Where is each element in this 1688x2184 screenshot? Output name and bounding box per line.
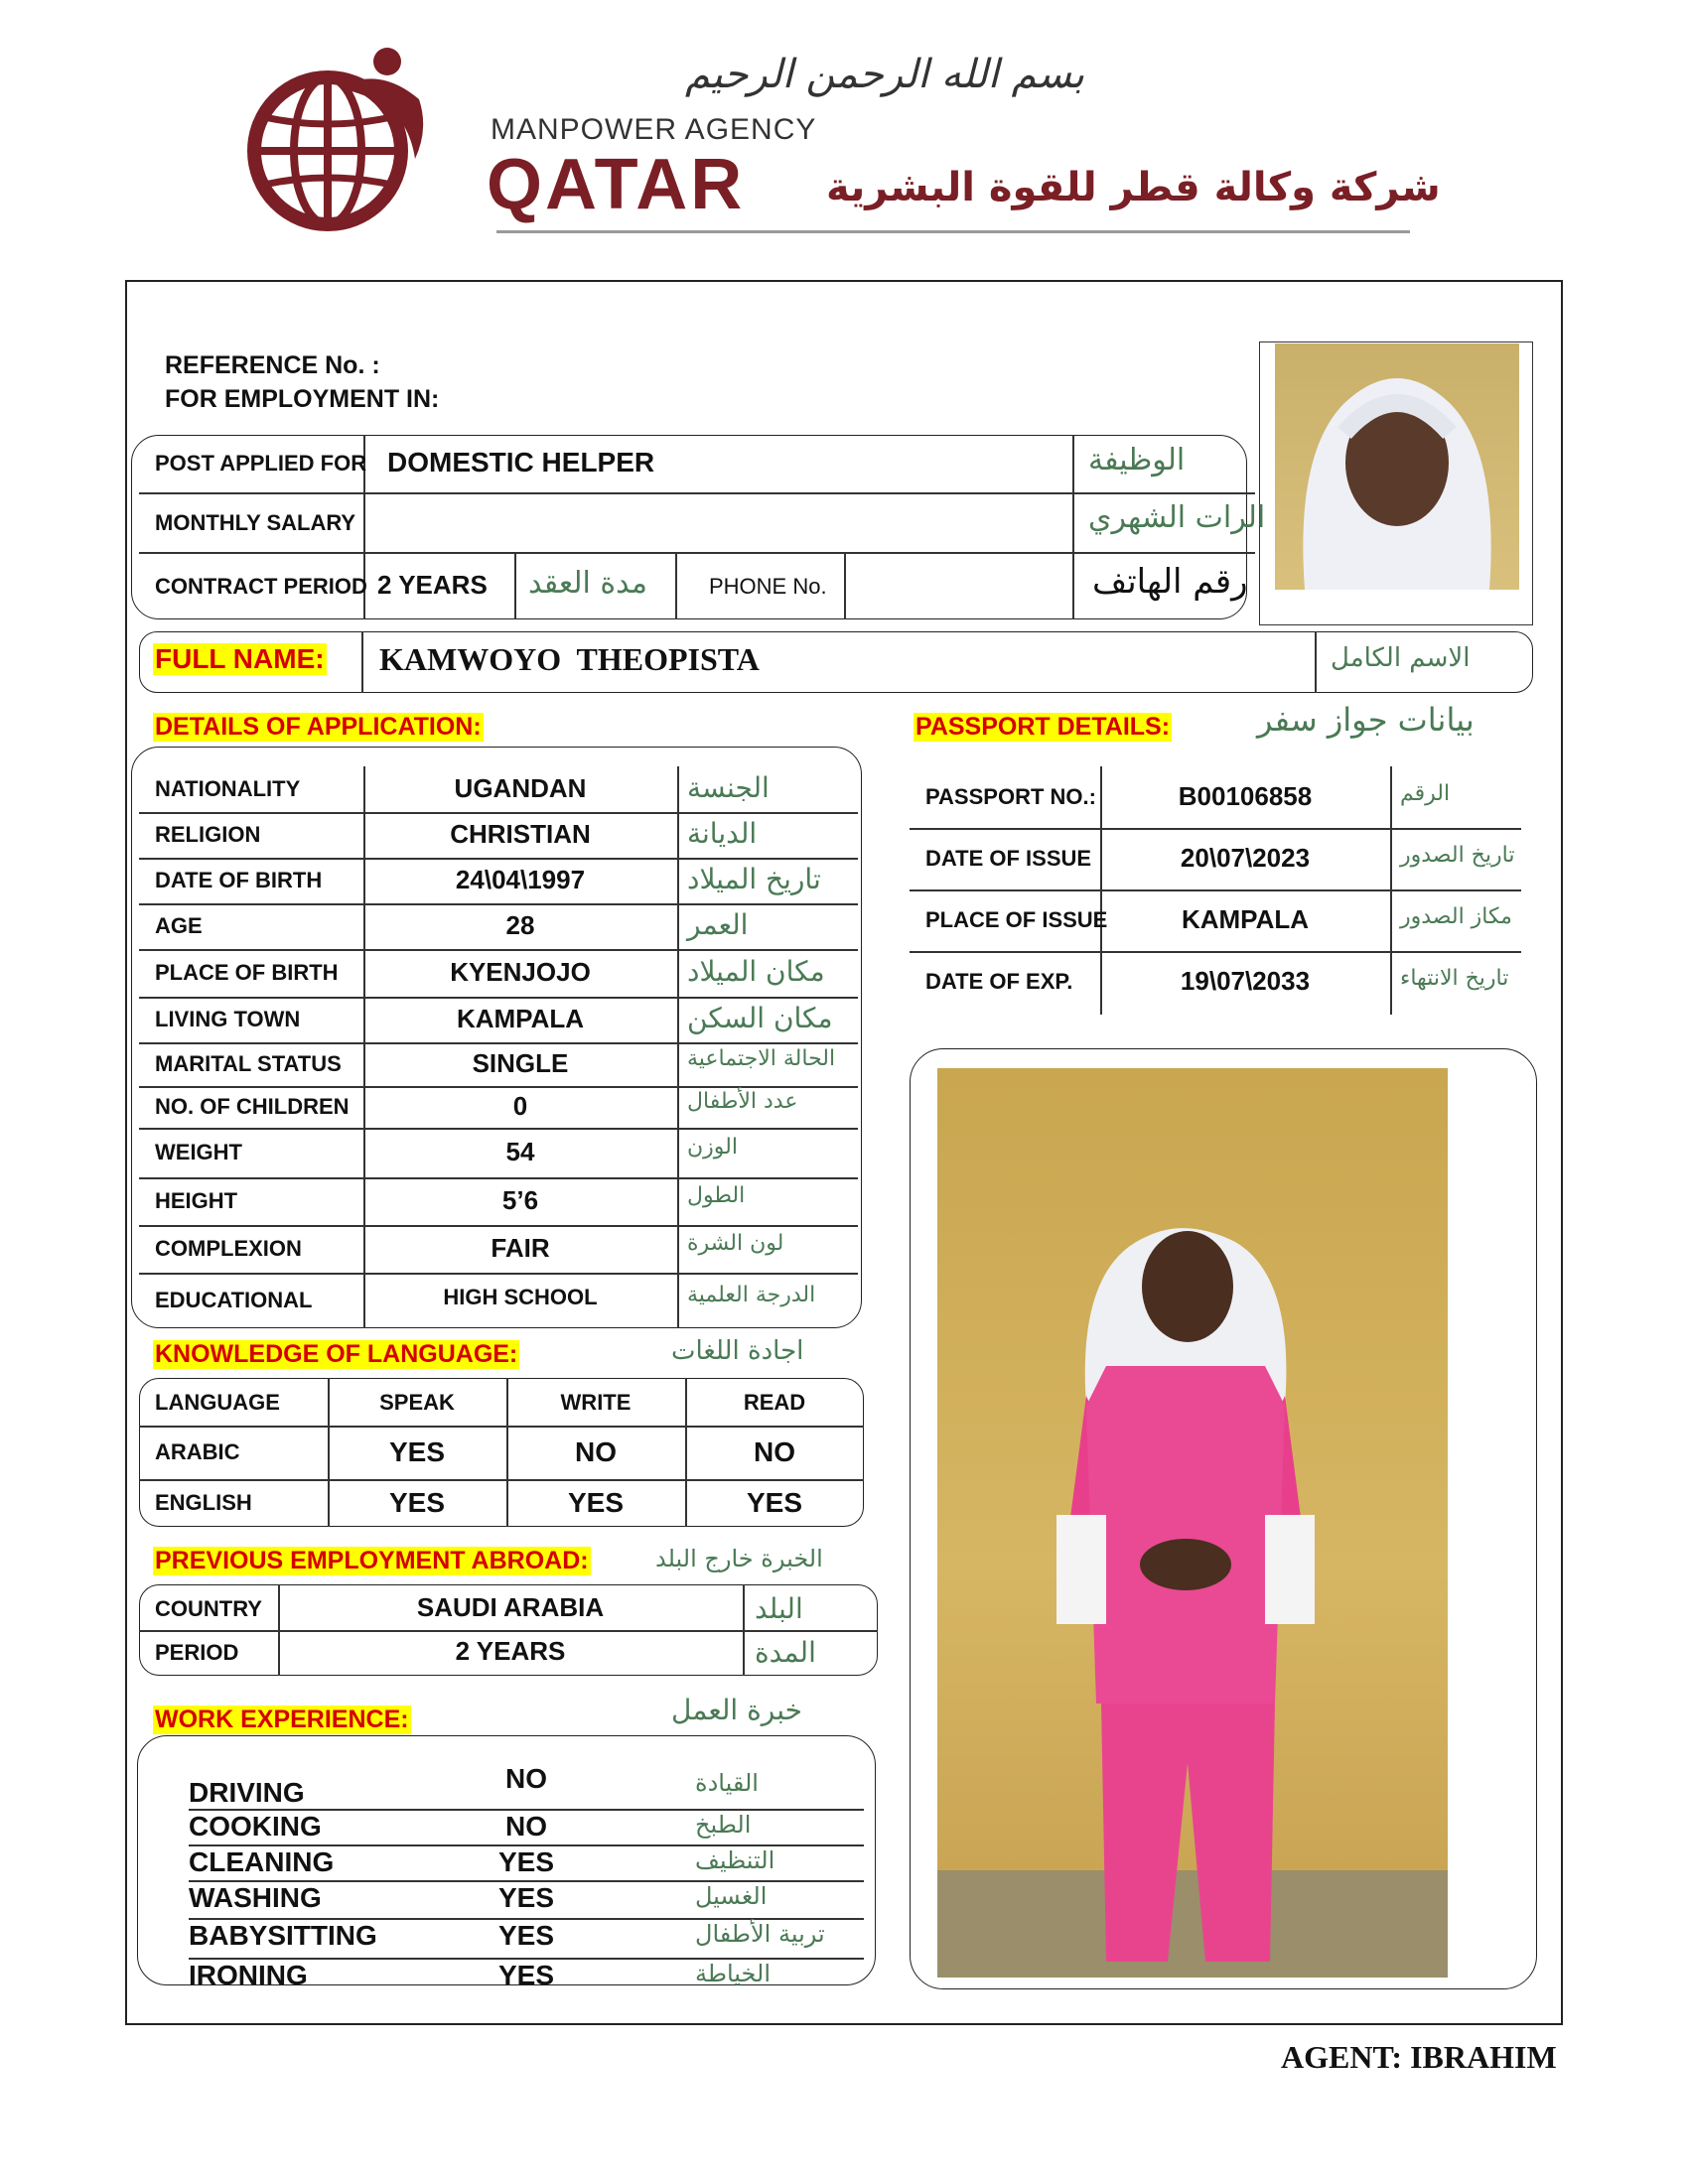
full-name-value: KAMWOYO THEOPISTA bbox=[379, 641, 760, 677]
passport-row-ar: تاريخ الانتهاء bbox=[1400, 966, 1509, 991]
application-row-value: KAMPALA bbox=[456, 1004, 585, 1033]
language-cell: ARABIC bbox=[155, 1439, 240, 1464]
work-row-ar: القيادة bbox=[695, 1769, 759, 1797]
application-row-value: KYENJOJO bbox=[450, 957, 591, 987]
work-row-value: NO bbox=[505, 1811, 547, 1842]
application-row-label: LIVING TOWN bbox=[155, 1007, 301, 1031]
row-divider bbox=[139, 1128, 858, 1130]
application-row-label: WEIGHT bbox=[155, 1140, 242, 1164]
passport-row-label: DATE OF ISSUE bbox=[925, 846, 1092, 871]
row-divider bbox=[910, 889, 1521, 891]
application-row-value: 28 bbox=[505, 910, 535, 940]
application-row-ar: مكان الميلاد bbox=[687, 955, 825, 988]
application-row-value: 5’6 bbox=[501, 1185, 539, 1215]
header-rule bbox=[496, 230, 1410, 233]
application-row-label: DATE OF BIRTH bbox=[155, 868, 323, 892]
agency-name: QATAR bbox=[487, 145, 746, 224]
post-applied-label: POST APPLIED FOR bbox=[155, 451, 367, 476]
row-divider bbox=[139, 812, 858, 814]
application-row-value: 54 bbox=[505, 1137, 535, 1166]
application-row-value: SINGLE bbox=[472, 1048, 569, 1078]
application-row-ar: الجنسة bbox=[687, 771, 770, 804]
application-row-value: CHRISTIAN bbox=[450, 819, 591, 849]
application-row-ar: لون الشرة bbox=[687, 1231, 784, 1256]
work-row-ar: الطبخ bbox=[695, 1811, 752, 1839]
row-divider bbox=[139, 949, 858, 951]
passport-row-ar: مكاز الصدور bbox=[1400, 904, 1512, 929]
language-cell: YES bbox=[388, 1436, 446, 1467]
application-row-value: HIGH SCHOOL bbox=[443, 1285, 598, 1309]
work-row-label: CLEANING bbox=[189, 1846, 335, 1877]
headshot-photo bbox=[1275, 343, 1519, 590]
agent-name: AGENT: IBRAHIM bbox=[1281, 2039, 1557, 2075]
application-row-ar: عدد الأطفال bbox=[687, 1089, 798, 1114]
row-divider bbox=[139, 1225, 858, 1227]
contract-period-label: CONTRACT PERIOD bbox=[155, 574, 367, 599]
passport-row-value: 20\07\2023 bbox=[1180, 843, 1311, 873]
country-ar: البلد bbox=[755, 1592, 803, 1625]
work-title-ar: خبرة العمل bbox=[671, 1694, 802, 1726]
application-row-label: EDUCATIONAL bbox=[155, 1288, 313, 1312]
post-applied-ar: الوظيفة bbox=[1088, 443, 1186, 478]
application-row-ar: الحالة الاجتماعية bbox=[687, 1046, 836, 1071]
passport-row-label: PASSPORT NO.: bbox=[925, 784, 1096, 809]
application-row-label: MARITAL STATUS bbox=[155, 1051, 342, 1076]
period-value: 2 YEARS bbox=[455, 1636, 566, 1666]
application-row-value: 0 bbox=[512, 1091, 528, 1121]
bismillah-text: بسم الله الرحمن الرحيم bbox=[685, 52, 1085, 97]
country-value: SAUDI ARABIA bbox=[416, 1592, 605, 1622]
work-row-value: YES bbox=[497, 1960, 555, 1990]
previous-title-ar: الخبرة خارج البلد bbox=[655, 1545, 823, 1572]
full-name-box bbox=[139, 631, 1533, 693]
work-row-ar: التنظيف bbox=[695, 1846, 775, 1874]
passport-title-ar: بيانات جواز سفر bbox=[1257, 701, 1475, 739]
full-name-label: FULL NAME: bbox=[155, 643, 325, 674]
row-divider bbox=[910, 828, 1521, 830]
language-cell: YES bbox=[746, 1487, 803, 1518]
language-header: LANGUAGE bbox=[155, 1390, 280, 1415]
application-row-value: FAIR bbox=[491, 1233, 550, 1263]
work-row-label: COOKING bbox=[189, 1811, 322, 1842]
row-divider bbox=[139, 903, 858, 905]
work-row-label: WASHING bbox=[189, 1882, 322, 1913]
employment-label: FOR EMPLOYMENT IN: bbox=[165, 385, 440, 413]
body-photo bbox=[937, 1068, 1448, 1978]
language-title: KNOWLEDGE OF LANGUAGE: bbox=[155, 1340, 518, 1368]
language-header: SPEAK bbox=[379, 1390, 455, 1415]
application-row-ar: الوزن bbox=[687, 1135, 738, 1160]
monthly-salary-ar: الرات الشهري bbox=[1088, 500, 1266, 535]
period-label: PERIOD bbox=[155, 1640, 239, 1665]
work-row-value: YES bbox=[497, 1846, 555, 1877]
passport-row-value: 19\07\2033 bbox=[1180, 966, 1311, 996]
language-cell: NO bbox=[754, 1436, 795, 1467]
application-row-ar: مكان السكن bbox=[687, 1002, 833, 1034]
work-row-ar: الغسيل bbox=[695, 1882, 768, 1910]
globe-logo-icon bbox=[230, 40, 449, 248]
language-cell: NO bbox=[575, 1436, 617, 1467]
contract-period-ar: مدة العقد bbox=[528, 566, 647, 601]
language-cell: YES bbox=[388, 1487, 446, 1518]
work-row-label: DRIVING bbox=[189, 1777, 305, 1808]
passport-title: PASSPORT DETAILS: bbox=[915, 713, 1171, 741]
phone-ar: رقم الهاتف bbox=[1092, 562, 1248, 602]
application-row-ar: الدرجة العلمية bbox=[687, 1283, 816, 1307]
passport-row-label: PLACE OF ISSUE bbox=[925, 907, 1108, 932]
phone-label: PHONE No. bbox=[709, 574, 827, 599]
language-cell: YES bbox=[567, 1487, 625, 1518]
row-divider bbox=[139, 1086, 858, 1088]
work-title: WORK EXPERIENCE: bbox=[155, 1706, 409, 1733]
passport-row-label: DATE OF EXP. bbox=[925, 969, 1073, 994]
post-applied-value: DOMESTIC HELPER bbox=[387, 447, 655, 478]
application-row-ar: تاريخ الميلاد bbox=[687, 863, 821, 895]
passport-row-ar: تاريخ الصدور bbox=[1400, 843, 1515, 868]
work-row-ar: تربية الأطفال bbox=[695, 1920, 825, 1948]
reference-label: REFERENCE No. : bbox=[165, 351, 380, 379]
application-row-label: NO. OF CHILDREN bbox=[155, 1094, 350, 1119]
row-divider bbox=[139, 1177, 858, 1179]
work-row-value: NO bbox=[505, 1763, 547, 1794]
application-title: DETAILS OF APPLICATION: bbox=[155, 713, 482, 741]
passport-row-value: B00106858 bbox=[1178, 781, 1313, 811]
previous-title: PREVIOUS EMPLOYMENT ABROAD: bbox=[155, 1547, 589, 1574]
application-row-label: HEIGHT bbox=[155, 1188, 238, 1213]
language-title-ar: اجادة اللغات bbox=[671, 1336, 804, 1366]
country-label: COUNTRY bbox=[155, 1596, 262, 1621]
row-divider bbox=[139, 1273, 858, 1275]
work-row-label: IRONING bbox=[189, 1960, 308, 1990]
row-divider bbox=[910, 951, 1521, 953]
application-row-label: PLACE OF BIRTH bbox=[155, 960, 339, 985]
row-divider bbox=[139, 997, 858, 999]
application-row-label: RELIGION bbox=[155, 822, 261, 847]
passport-row-value: KAMPALA bbox=[1181, 904, 1310, 934]
agency-arabic-name: شركة وكالة قطر للقوة البشرية bbox=[826, 165, 1441, 210]
person-full-body-icon bbox=[937, 1068, 1448, 1978]
passport-row-ar: الرقم bbox=[1400, 781, 1451, 806]
language-header: WRITE bbox=[560, 1390, 632, 1415]
application-row-label: COMPLEXION bbox=[155, 1236, 302, 1261]
full-name-ar: الاسم الكامل bbox=[1331, 643, 1471, 673]
monthly-salary-label: MONTHLY SALARY bbox=[155, 510, 356, 535]
application-row-label: NATIONALITY bbox=[155, 776, 301, 801]
application-row-value: 24\04\1997 bbox=[455, 865, 586, 894]
agency-logo bbox=[230, 40, 449, 248]
period-ar: المدة bbox=[755, 1636, 816, 1669]
work-row-ar: الخياطة bbox=[695, 1960, 771, 1987]
application-row-label: AGE bbox=[155, 913, 203, 938]
application-row-ar: الديانة bbox=[687, 817, 758, 850]
row-divider bbox=[139, 858, 858, 860]
application-row-value: UGANDAN bbox=[454, 773, 587, 803]
work-row-label: BABYSITTING bbox=[189, 1920, 377, 1951]
work-row-value: YES bbox=[497, 1882, 555, 1913]
application-row-ar: الطول bbox=[687, 1183, 746, 1208]
application-row-ar: العمر bbox=[687, 908, 749, 941]
agency-line: MANPOWER AGENCY bbox=[491, 113, 817, 146]
language-cell: ENGLISH bbox=[155, 1490, 252, 1515]
contract-period-value: 2 YEARS bbox=[377, 570, 488, 600]
work-row-value: YES bbox=[497, 1920, 555, 1951]
row-divider bbox=[139, 1042, 858, 1044]
person-headshot-icon bbox=[1275, 343, 1519, 590]
language-header: READ bbox=[743, 1390, 806, 1415]
